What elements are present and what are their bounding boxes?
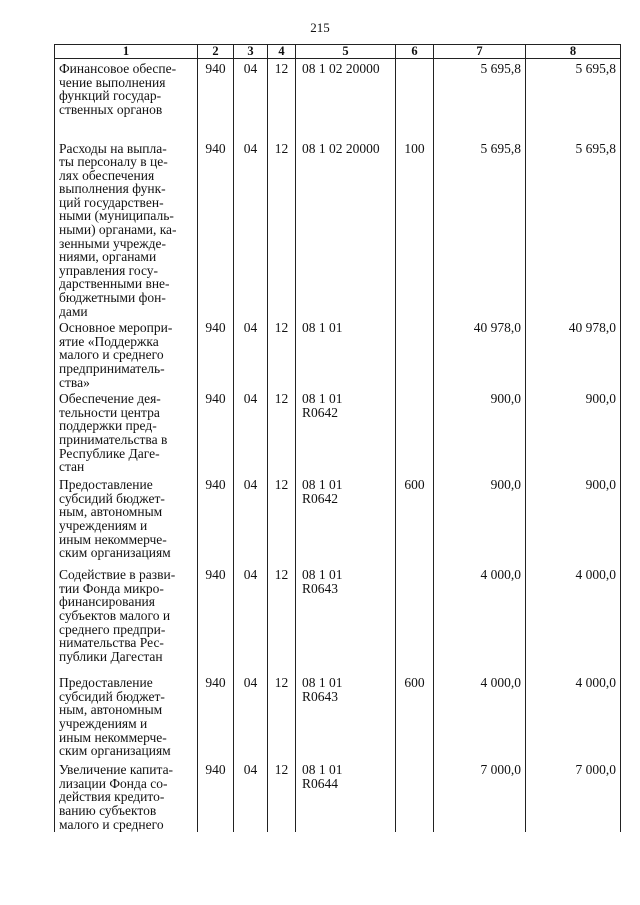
section-code-cell: 04 [234,475,268,565]
expense-name-line: ным, автономным [59,702,163,718]
ministry-code-cell: 940 [198,318,234,389]
amount-year2-cell: 5 695,8 [526,59,621,139]
expense-type-cell [396,318,434,389]
target-article-line: R0642 [302,490,339,506]
expense-name-cell [55,760,198,832]
target-article-line: 08 1 01 [302,477,343,493]
expense-name-line: ванию субъектов [59,803,157,818]
amount-year1-cell: 40 978,0 [434,318,526,389]
amount-year2-cell: 7 000,0 [526,760,621,832]
subsection-code-cell: 12 [268,673,296,760]
subsection-code-cell: 12 [268,389,296,475]
expense-name-line: функций государ- [59,88,162,104]
expense-name-cell [55,673,198,760]
expense-name-line: действия кредито- [59,789,165,805]
expense-name-cell [55,389,198,475]
amount-year1-cell: 4 000,0 [434,565,526,673]
expense-name-cell [55,59,198,139]
expense-type-cell [396,389,434,475]
expense-name-line: Основное меропри- [59,320,173,336]
expense-name-line: ниями, органами [59,249,157,265]
table-row [55,389,621,475]
expense-name-line: Увеличение капита- [59,762,174,778]
expense-name-line: субсидий бюджет- [59,688,165,704]
subsection-code-cell: 12 [268,760,296,832]
target-article-line: 08 1 01 [302,567,343,583]
page-number: 215 [310,20,330,35]
target-article-line: R0642 [302,404,339,420]
expense-name-cell [55,475,198,565]
expense-name-line: лизации Фонда со- [59,775,168,791]
target-article-line: 08 1 01 [302,675,343,691]
expense-name-line: малого и среднего [59,347,164,363]
budget-table [54,44,621,832]
expense-name-line: ными (муниципаль- [59,208,174,224]
table-row [55,59,621,139]
ministry-code-cell: 940 [198,475,234,565]
expense-name-line: ским организациям [59,545,171,561]
column-header: 1 [55,45,198,59]
column-header: 3 [234,45,268,59]
column-header: 8 [526,45,621,59]
target-article-cell [296,318,396,389]
section-code-cell: 04 [234,760,268,832]
column-number-row [55,45,621,59]
expense-name-line: субъектов малого и [59,608,171,623]
column-header: 5 [296,45,396,59]
amount-year2-cell: 4 000,0 [526,565,621,673]
column-header: 6 [396,45,434,59]
target-article-line: 08 1 02 20000 [302,61,380,76]
expense-name-line: Республике Даге- [59,445,160,461]
table-row [55,139,621,319]
expense-name-line: финансирования [59,594,155,610]
expense-name-line: иным некоммерче- [59,531,167,547]
expense-name-line: выполнения функ- [59,181,166,197]
expense-name-line: Обеспечение дея- [59,391,161,407]
expense-type-cell: 600 [396,475,434,565]
amount-year2-cell: 40 978,0 [526,318,621,389]
expense-name-cell [55,139,198,319]
target-article-line: 08 1 01 [302,762,343,778]
expense-name-line: Предоставление [59,477,153,493]
subsection-code-cell: 12 [268,139,296,319]
expense-name-line: иным некоммерче- [59,729,167,745]
expense-name-line: среднего предпри- [59,621,166,637]
expense-name-line: ций государствен- [59,194,164,210]
subsection-code-cell: 12 [268,565,296,673]
target-article-line: 08 1 01 [302,391,343,407]
ministry-code-cell: 940 [198,565,234,673]
expense-name-line: Финансовое обеспе- [59,61,177,76]
expense-name-line: лях обеспечения [59,167,155,183]
table-row [55,673,621,760]
target-article-cell [296,475,396,565]
section-code-cell: 04 [234,389,268,475]
expense-name-line: ным, автономным [59,504,163,520]
expense-name-line: принимательства в [59,432,168,447]
expense-name-line: публики Дагестан [59,648,163,664]
amount-year2-cell: 900,0 [526,475,621,565]
expense-name-cell [55,318,198,389]
expense-name-line: ственных органов [59,101,163,117]
ministry-code-cell: 940 [198,139,234,319]
expense-name-line: малого и среднего [59,816,164,832]
expense-name-line: Расходы на выпла- [59,140,167,156]
section-code-cell: 04 [234,139,268,319]
expense-type-cell [396,565,434,673]
amount-year1-cell: 7 000,0 [434,760,526,832]
amount-year1-cell: 5 695,8 [434,139,526,319]
column-header: 2 [198,45,234,59]
amount-year1-cell: 5 695,8 [434,59,526,139]
expense-name-line: ятие «Поддержка [59,333,159,349]
expense-type-cell [396,59,434,139]
target-article-cell [296,760,396,832]
expense-name-line: ским организациям [59,743,171,759]
table-row [55,760,621,832]
table-row [55,475,621,565]
target-article-line: R0643 [302,580,339,596]
expense-type-cell: 600 [396,673,434,760]
expense-name-line: субсидий бюджет- [59,490,165,506]
amount-year1-cell: 900,0 [434,389,526,475]
expense-name-line: бюджетными фон- [59,290,166,306]
expense-name-line: дарственными вне- [59,276,170,292]
subsection-code-cell: 12 [268,475,296,565]
target-article-line: 08 1 01 [302,320,343,336]
expense-name-line: нимательства Рес- [59,635,164,651]
target-article-cell [296,565,396,673]
table-row [55,565,621,673]
expense-type-cell [396,760,434,832]
expense-name-line: стан [59,459,85,475]
ministry-code-cell: 940 [198,673,234,760]
section-code-cell: 04 [234,673,268,760]
expense-type-cell: 100 [396,139,434,319]
expense-name-line: поддержки пред- [59,418,157,434]
expense-name-line: учреждениям и [59,716,148,731]
expense-name-cell [55,565,198,673]
expense-name-line: управления госу- [59,262,159,278]
expense-name-line: тии Фонда микро- [59,580,164,596]
section-code-cell: 04 [234,318,268,389]
subsection-code-cell: 12 [268,318,296,389]
target-article-cell [296,59,396,139]
section-code-cell: 04 [234,59,268,139]
target-article-line: 08 1 02 20000 [302,140,380,156]
expense-name-line: ты персоналу в це- [59,154,168,170]
expense-name-line: зенными учрежде- [59,235,166,251]
column-header: 7 [434,45,526,59]
target-article-cell [296,139,396,319]
expense-name-line: Предоставление [59,675,153,691]
target-article-cell [296,673,396,760]
amount-year2-cell: 900,0 [526,389,621,475]
amount-year2-cell: 5 695,8 [526,139,621,319]
expense-name-line: Содействие в разви- [59,567,176,583]
expense-name-line: ства» [59,374,90,390]
expense-name-line: дами [59,303,88,319]
expense-name-line: тельности центра [59,404,160,420]
expense-name-line: ными) органами, ка- [59,222,177,238]
ministry-code-cell: 940 [198,760,234,832]
column-header: 4 [268,45,296,59]
expense-name-line: учреждениям и [59,518,148,533]
ministry-code-cell: 940 [198,59,234,139]
target-article-line: R0643 [302,688,339,704]
amount-year1-cell: 900,0 [434,475,526,565]
amount-year1-cell: 4 000,0 [434,673,526,760]
table-row [55,318,621,389]
amount-year2-cell: 4 000,0 [526,673,621,760]
subsection-code-cell: 12 [268,59,296,139]
target-article-cell [296,389,396,475]
expense-name-line: предприниматель- [59,361,165,376]
ministry-code-cell: 940 [198,389,234,475]
target-article-line: R0644 [302,775,339,791]
section-code-cell: 04 [234,565,268,673]
expense-name-line: чение выполнения [59,74,166,90]
